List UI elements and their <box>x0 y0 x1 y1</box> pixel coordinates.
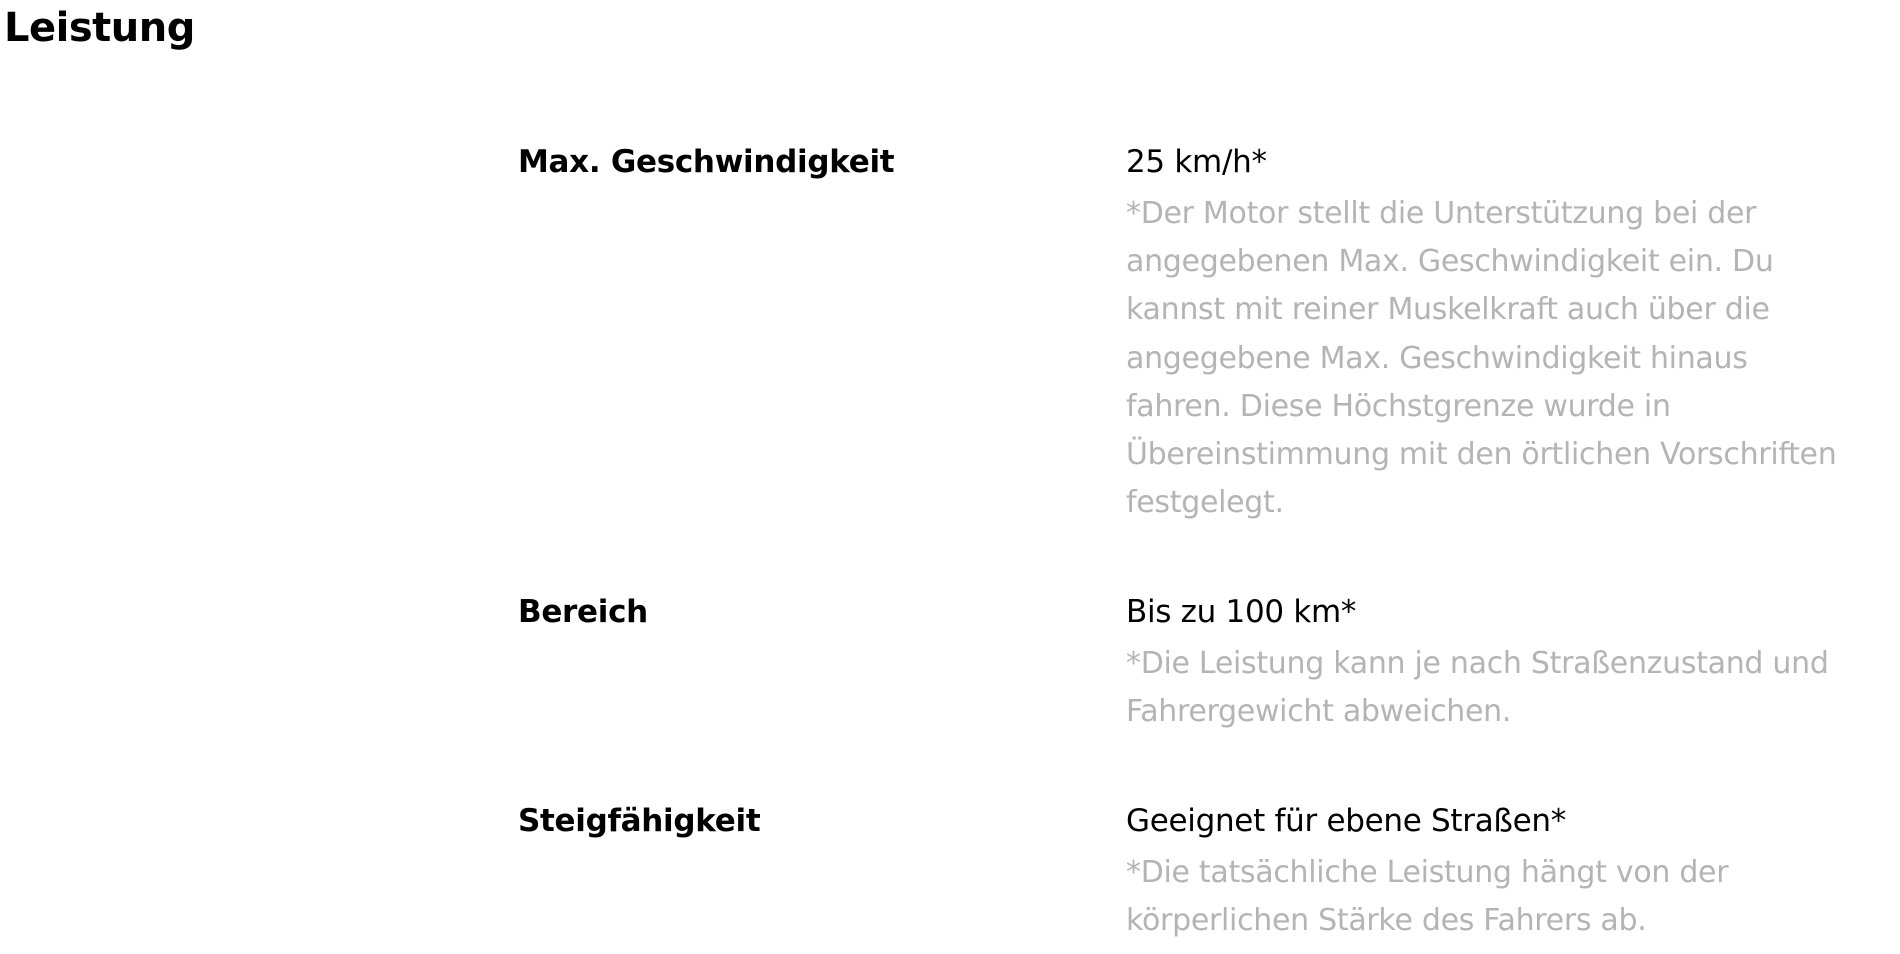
spec-label: Steigfähigkeit <box>518 803 761 839</box>
spec-value-block <box>1126 592 1896 736</box>
spec-footnote-line: Fahrergewicht abweichen. <box>1126 694 1512 730</box>
spec-footnote-line: angegebene Max. Geschwindigkeit hinaus <box>1126 340 1748 376</box>
spec-footnote-line: *Die tatsächliche Leistung hängt von der <box>1126 855 1729 890</box>
spec-footnote-line: angegebenen Max. Geschwindigkeit ein. Du <box>1126 244 1774 280</box>
spec-value-block <box>1126 142 1896 527</box>
spec-value: 25 km/h* <box>1126 144 1267 180</box>
spec-footnote-line: festgelegt. <box>1126 485 1284 521</box>
spec-footnote-line: Übereinstimmung mit den örtlichen Vorschriften <box>1126 437 1837 473</box>
spec-footnote-line: fahren. Diese Höchstgrenze wurde in <box>1126 388 1671 424</box>
spec-footnote <box>1126 190 1896 527</box>
spec-label: Max. Geschwindigkeit <box>518 144 895 180</box>
spec-value-block <box>1126 801 1896 945</box>
spec-footnote-line: körperlichen Stärke des Fahrers ab. <box>1126 903 1647 939</box>
spec-footnote <box>1126 640 1896 736</box>
spec-value: Geeignet für ebene Straßen* <box>1126 803 1566 839</box>
spec-value: Bis zu 100 km* <box>1126 594 1357 630</box>
spec-footnote-line: kannst mit reiner Muskelkraft auch über die <box>1126 292 1770 328</box>
spec-label: Bereich <box>518 594 648 630</box>
section-title: Leistung <box>4 5 195 51</box>
spec-footnote <box>1126 849 1896 945</box>
spec-footnote-line: *Die Leistung kann je nach Straßenzustand und <box>1126 646 1829 681</box>
spec-footnote-line: *Der Motor stellt die Unterstützung bei der <box>1126 196 1757 231</box>
